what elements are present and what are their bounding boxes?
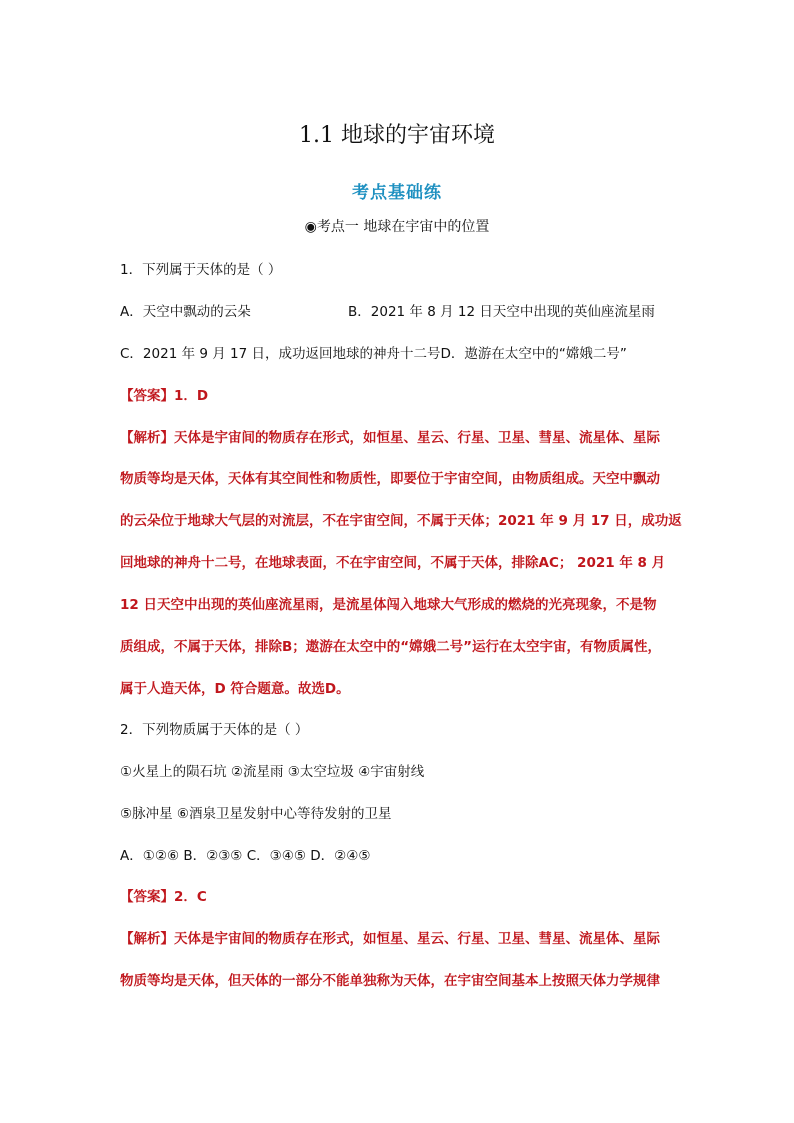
option-b: B．2021 年 8 月 12 日天空中出现的英仙座流星雨 xyxy=(348,304,655,320)
topic-heading: ◉考点一 地球在宇宙中的位置 xyxy=(304,219,490,235)
question-2-analysis-line: 物质等均是天体，但天体的一部分不能单独称为天体，在宇宙空间基本上按照天体力学规律 xyxy=(120,973,660,989)
document-title: 1.1 地球的宇宙环境 xyxy=(299,123,495,148)
question-1-options-ab xyxy=(120,300,680,320)
analysis-tag: 【解析】 xyxy=(120,931,174,947)
question-1-analysis-line: 物质等均是天体，天体有其空间性和物质性，即要位于宇宙空间，由物质组成。天空中飘动 xyxy=(120,471,660,487)
answer-value: 1．D xyxy=(174,388,209,404)
question-1-analysis-line: 属于人造天体，D 符合题意。故选D。 xyxy=(120,681,350,697)
question-2-answer xyxy=(120,885,207,905)
section-heading: 考点基础练 xyxy=(352,183,442,203)
question-1-answer xyxy=(120,384,208,404)
question-1-analysis-line: 12 日天空中出现的英仙座流星雨，是流星体闯入地球大气形成的燃烧的光亮现象，不是物 xyxy=(120,597,657,613)
question-1-analysis-line: 质组成，不属于天体，排除B；遨游在太空中的“嫦娥二号”运行在太空宇宙，有物质属性， xyxy=(120,639,662,655)
answer-value: 2．C xyxy=(174,889,207,905)
question-1-analysis-line: 的云朵位于地球大气层的对流层，不在宇宙空间，不属于天体；2021 年 9 月 17 日，成功返 xyxy=(120,513,682,529)
question-2-items-1: ①火星上的陨石坑 ②流星雨 ③太空垃圾 ④宇宙射线 xyxy=(120,764,425,780)
question-1-analysis-line: 回地球的神舟十二号，在地球表面，不在宇宙空间，不属于天体，排除AC； 2021 年 8 月 xyxy=(120,555,666,571)
question-1-stem: 1．下列属于天体的是（ ） xyxy=(120,262,282,278)
question-2-analysis-line: 【解析】天体是宇宙间的物质存在形式，如恒星、星云、行星、卫星、彗星、流星体、星际 xyxy=(120,931,660,947)
question-2-options: A．①②⑥ B．②③⑤ C．③④⑤ D．②④⑤ xyxy=(120,848,371,864)
question-1-options-cd: C．2021 年 9 月 17 日，成功返回地球的神舟十二号D．遨游在太空中的“嫦娥二号” xyxy=(120,346,627,362)
question-1-analysis-line: 【解析】天体是宇宙间的物质存在形式，如恒星、星云、行星、卫星、彗星、流星体、星际 xyxy=(120,430,660,446)
question-2-items-2: ⑤脉冲星 ⑥酒泉卫星发射中心等待发射的卫星 xyxy=(120,806,392,822)
analysis-tag: 【解析】 xyxy=(120,430,174,446)
question-2-stem: 2．下列物质属于天体的是（ ） xyxy=(120,722,309,738)
option-a: A．天空中飘动的云朵 xyxy=(120,304,251,320)
answer-tag: 【答案】 xyxy=(120,388,174,404)
answer-tag: 【答案】 xyxy=(120,889,174,905)
